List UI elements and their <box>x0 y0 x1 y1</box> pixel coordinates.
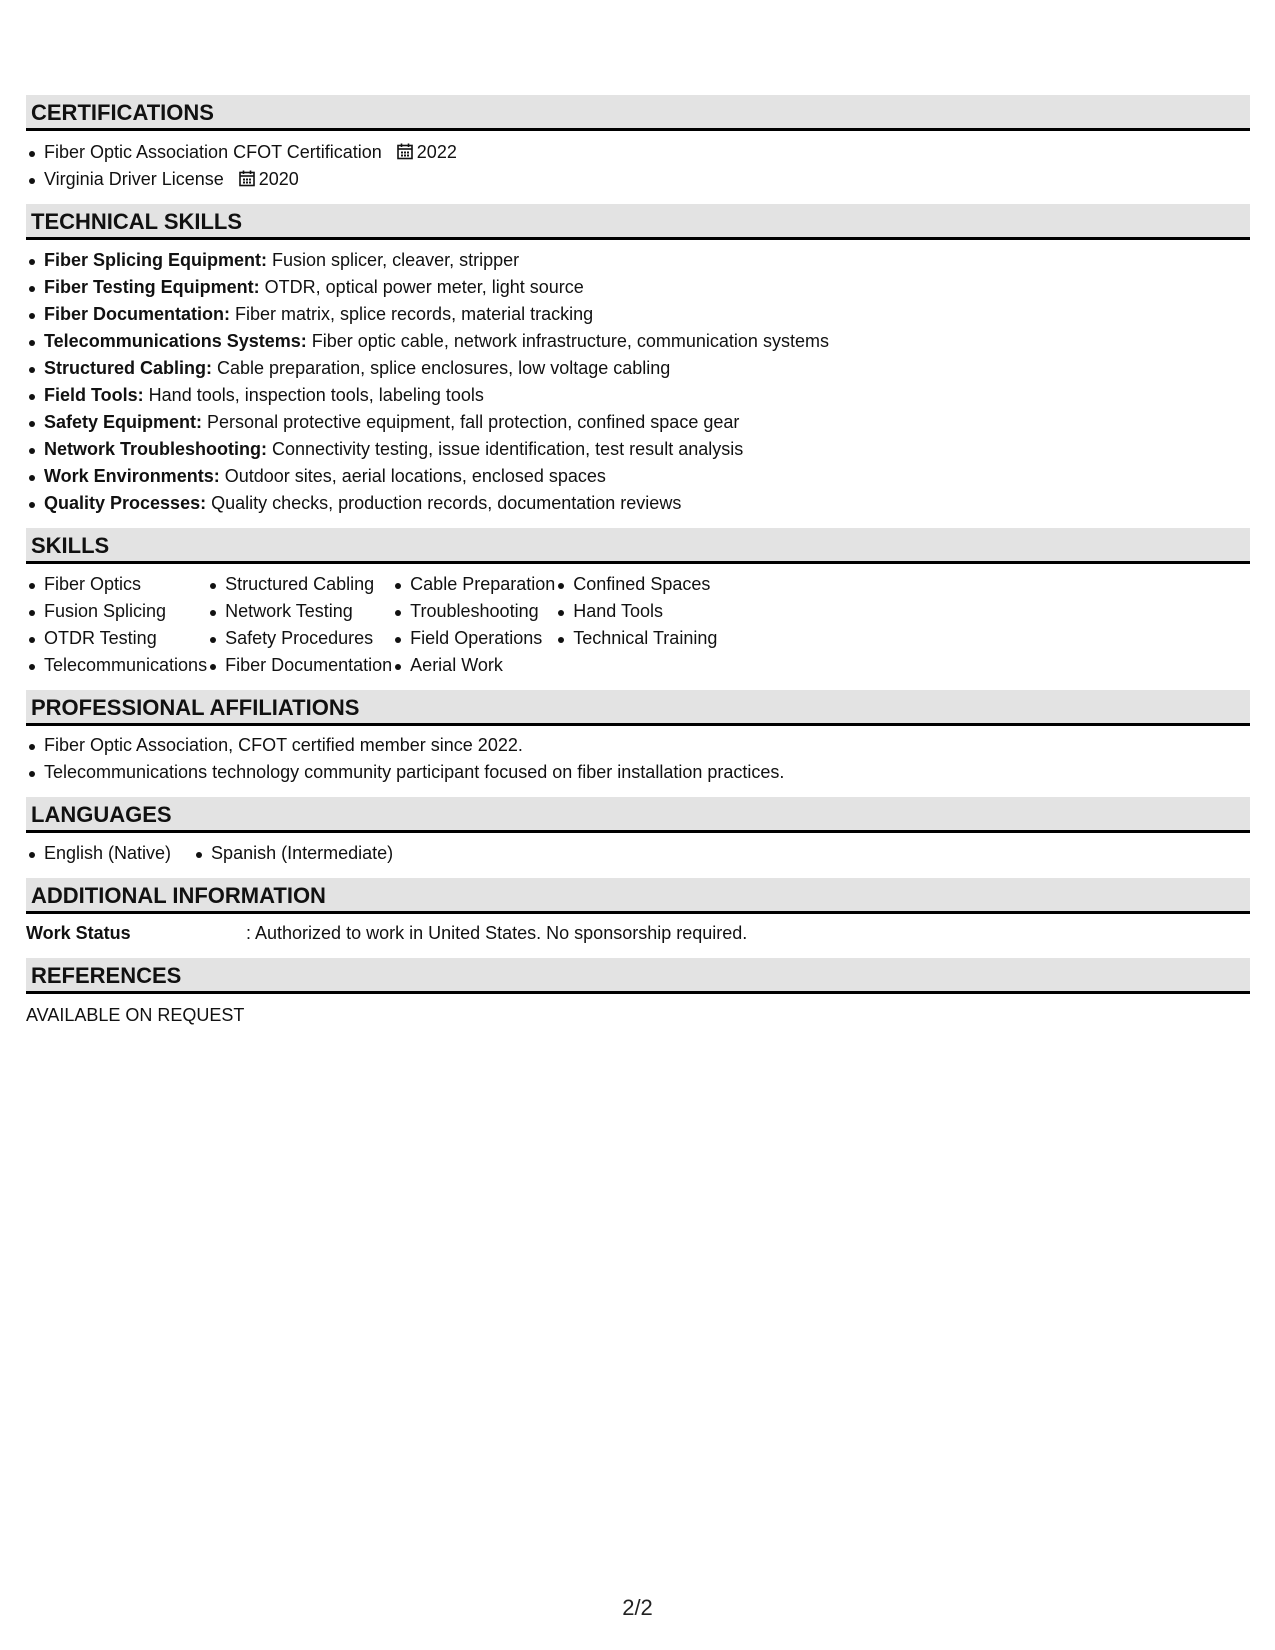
skill-item: OTDR Testing <box>26 625 207 652</box>
technical-skill-item <box>26 490 1250 517</box>
additional-info-heading: ADDITIONAL INFORMATION <box>26 878 1250 914</box>
technical-skill-label: Work Environments: <box>44 466 220 486</box>
skill-item: Telecommunications <box>26 652 207 679</box>
technical-skill-text: Quality checks, production records, documentation reviews <box>206 493 682 513</box>
certification-name: Virginia Driver License <box>44 169 224 189</box>
technical-skill-item <box>26 436 1250 463</box>
references-heading: REFERENCES <box>26 958 1250 994</box>
technical-skill-text: Fiber matrix, splice records, material tracking <box>230 304 594 324</box>
technical-skill-item <box>26 247 1250 274</box>
technical-skills-heading: TECHNICAL SKILLS <box>26 204 1250 240</box>
skill-item: Network Testing <box>207 598 392 625</box>
technical-skill-text: Fusion splicer, cleaver, stripper <box>267 250 520 270</box>
technical-skill-label: Field Tools: <box>44 385 144 405</box>
technical-skill-item <box>26 382 1250 409</box>
technical-skill-label: Safety Equipment: <box>44 412 203 432</box>
skill-item: Structured Cabling <box>207 571 392 598</box>
technical-skill-item <box>26 301 1250 328</box>
work-status-value: : Authorized to work in United States. No sponsorship required. <box>246 923 748 943</box>
work-status-label: Work Status <box>26 923 131 943</box>
affiliations-list <box>26 732 1250 786</box>
skill-item: Cable Preparation <box>392 571 555 598</box>
skills-column <box>555 571 717 679</box>
technical-skill-text: Cable preparation, splice enclosures, low voltage cabling <box>212 358 671 378</box>
affiliations-heading: PROFESSIONAL AFFILIATIONS <box>26 690 1250 726</box>
skill-item: Field Operations <box>392 625 555 652</box>
skill-item: Fiber Documentation <box>207 652 392 679</box>
skill-item: Safety Procedures <box>207 625 392 652</box>
skill-item: Confined Spaces <box>555 571 717 598</box>
page-number: 2/2 <box>622 1595 653 1620</box>
language-item: English (Native) <box>26 840 171 867</box>
technical-skills-list <box>26 247 1250 517</box>
calendar-icon <box>397 143 413 160</box>
technical-skill-label: Fiber Testing Equipment: <box>44 277 260 297</box>
languages-heading: LANGUAGES <box>26 797 1250 833</box>
technical-skill-label: Structured Cabling: <box>44 358 213 378</box>
calendar-icon <box>239 170 255 187</box>
certification-item <box>26 139 1250 166</box>
technical-skill-label: Network Troubleshooting: <box>44 439 267 459</box>
skills-grid <box>26 571 1250 679</box>
technical-skill-label: Fiber Documentation: <box>44 304 231 324</box>
technical-skill-text: OTDR, optical power meter, light source <box>259 277 584 297</box>
affiliation-item: Telecommunications technology community participant focused on fiber installation practices. <box>26 759 1250 786</box>
skills-column <box>392 571 555 679</box>
technical-skill-label: Telecommunications Systems: <box>44 331 307 351</box>
technical-skill-text: Connectivity testing, issue identification, test result analysis <box>267 439 744 459</box>
references-text: AVAILABLE ON REQUEST <box>26 1005 245 1025</box>
certifications-list <box>26 139 1250 193</box>
work-status-row <box>26 920 1250 947</box>
technical-skill-item <box>26 355 1250 382</box>
skill-item: Aerial Work <box>392 652 555 679</box>
technical-skill-text: Outdoor sites, aerial locations, enclosed spaces <box>219 466 606 486</box>
certification-year: 2020 <box>258 169 299 189</box>
technical-skill-item <box>26 328 1250 355</box>
language-item: Spanish (Intermediate) <box>193 840 393 867</box>
certification-item <box>26 166 1250 193</box>
certification-year: 2022 <box>416 142 457 162</box>
technical-skill-text: Hand tools, inspection tools, labeling tools <box>143 385 484 405</box>
skill-item: Technical Training <box>555 625 717 652</box>
technical-skill-label: Fiber Splicing Equipment: <box>44 250 268 270</box>
languages-list <box>26 840 1250 867</box>
certification-name: Fiber Optic Association CFOT Certification <box>44 142 382 162</box>
skill-item: Troubleshooting <box>392 598 555 625</box>
technical-skill-text: Personal protective equipment, fall protection, confined space gear <box>202 412 740 432</box>
technical-skill-item <box>26 274 1250 301</box>
technical-skill-item <box>26 409 1250 436</box>
technical-skill-label: Quality Processes: <box>44 493 207 513</box>
certifications-heading: CERTIFICATIONS <box>26 95 1250 131</box>
resume-page <box>26 95 1250 1040</box>
technical-skill-item <box>26 463 1250 490</box>
skill-item: Fusion Splicing <box>26 598 207 625</box>
skill-item: Hand Tools <box>555 598 717 625</box>
skill-item: Fiber Optics <box>26 571 207 598</box>
technical-skill-text: Fiber optic cable, network infrastructure, communication systems <box>306 331 829 351</box>
skills-column <box>207 571 392 679</box>
skills-column <box>26 571 207 679</box>
skills-heading: SKILLS <box>26 528 1250 564</box>
affiliation-item: Fiber Optic Association, CFOT certified member since 2022. <box>26 732 1250 759</box>
